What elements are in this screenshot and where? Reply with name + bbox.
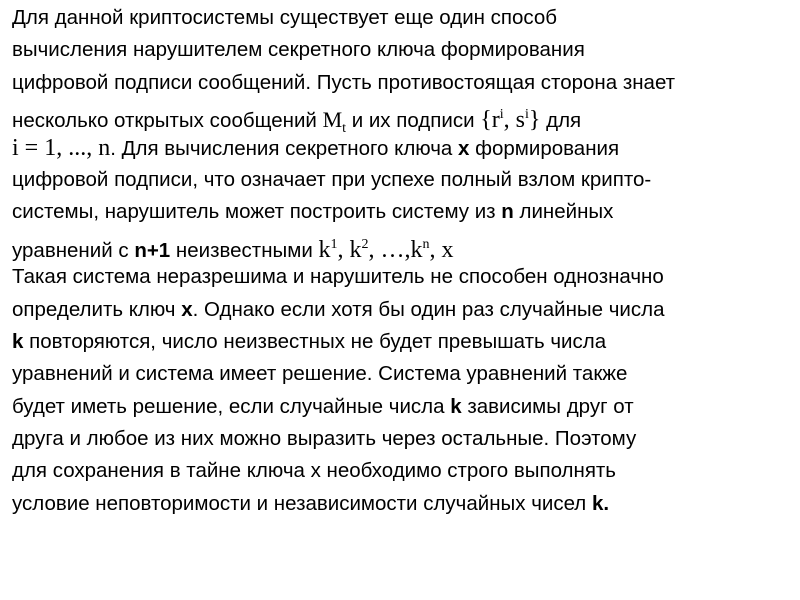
text-span: уравнений с bbox=[12, 238, 135, 262]
bold-k: k. bbox=[591, 491, 610, 515]
text-span: несколько открытых сообщений bbox=[12, 109, 323, 133]
text-span: . Однако если хотя бы один раз случайные числа bbox=[192, 297, 665, 321]
bold-x: x bbox=[458, 136, 470, 160]
message-symbol: M bbox=[322, 107, 343, 133]
text-span: уравнений и система имеет решение. Система уравнений также bbox=[12, 362, 628, 386]
text-span: . Для вычисления секретного ключа bbox=[110, 136, 459, 160]
text-line bbox=[12, 164, 794, 196]
text-span: системы, нарушитель может построить систему из bbox=[12, 200, 502, 224]
text-span: и их подписи bbox=[346, 109, 481, 133]
bold-n-plus-1: n+1 bbox=[134, 238, 171, 262]
text-line bbox=[12, 132, 794, 164]
brace-open: { bbox=[480, 107, 492, 134]
text-span: определить ключ bbox=[12, 297, 182, 321]
comma: , bbox=[503, 107, 516, 134]
formula-k: , k bbox=[337, 236, 362, 263]
formula-x: , x bbox=[429, 236, 454, 263]
text-line bbox=[12, 99, 794, 137]
text-span: неизвестными bbox=[170, 238, 319, 262]
bold-x: x bbox=[181, 297, 193, 321]
text-span: друга и любое из них можно выразить через остальные. Поэтому bbox=[12, 427, 637, 451]
text-span: будет иметь решение, если случайные числа bbox=[12, 394, 451, 418]
text-span: для сохранения в тайне ключа х необходимо строго выполнять bbox=[12, 459, 616, 483]
text-line bbox=[12, 261, 794, 293]
brace-close: } bbox=[528, 107, 541, 134]
text-span: цифровой подписи, что означает при успехе полный взлом крипто- bbox=[12, 167, 652, 191]
superscript: 2 bbox=[361, 236, 369, 252]
text-line bbox=[12, 67, 794, 99]
subscript: t bbox=[342, 121, 347, 137]
text-span: для bbox=[540, 109, 582, 133]
superscript: 1 bbox=[330, 236, 338, 252]
text-span: зависимы друг от bbox=[461, 394, 634, 418]
text-line bbox=[12, 196, 794, 228]
text-span: Такая система неразрешима и нарушитель не способен однозначно bbox=[12, 265, 664, 289]
text-line bbox=[12, 455, 794, 487]
bold-n: n bbox=[501, 200, 514, 224]
bold-k: k bbox=[450, 394, 462, 418]
text-line bbox=[12, 423, 794, 455]
text-span: Для данной криптосистемы существует еще один способ bbox=[12, 6, 558, 29]
text-span: повторяются, число неизвестных не будет превышать числа bbox=[23, 329, 607, 353]
formula-n: n bbox=[98, 134, 111, 161]
superscript: i bbox=[499, 107, 504, 123]
text-span: условие неповторимости и независимости случайных чисел bbox=[12, 491, 592, 515]
formula-text: i = 1, ..., bbox=[12, 134, 99, 161]
signature-s-symbol: s bbox=[515, 107, 525, 134]
formula-k: k bbox=[318, 236, 331, 263]
text-span: формирования bbox=[469, 136, 620, 160]
bold-k: k bbox=[12, 329, 24, 353]
text-span: вычисления нарушителем секретного ключа формирования bbox=[12, 38, 585, 62]
formula-k: , …,k bbox=[368, 236, 423, 263]
text-span: линейных bbox=[513, 200, 614, 224]
text-span: цифровой подписи сообщений. Пусть противостоящая сторона знает bbox=[12, 70, 676, 94]
text-line bbox=[12, 2, 794, 34]
text-line bbox=[12, 488, 794, 520]
text-line bbox=[12, 391, 794, 423]
text-line bbox=[12, 34, 794, 66]
signature-r-symbol: r bbox=[491, 107, 500, 134]
text-line bbox=[12, 358, 794, 390]
text-line bbox=[12, 326, 794, 358]
text-line bbox=[12, 294, 794, 326]
body-text bbox=[12, 2, 794, 520]
superscript: i bbox=[524, 107, 529, 123]
superscript: n bbox=[422, 236, 430, 252]
text-line bbox=[12, 229, 794, 261]
